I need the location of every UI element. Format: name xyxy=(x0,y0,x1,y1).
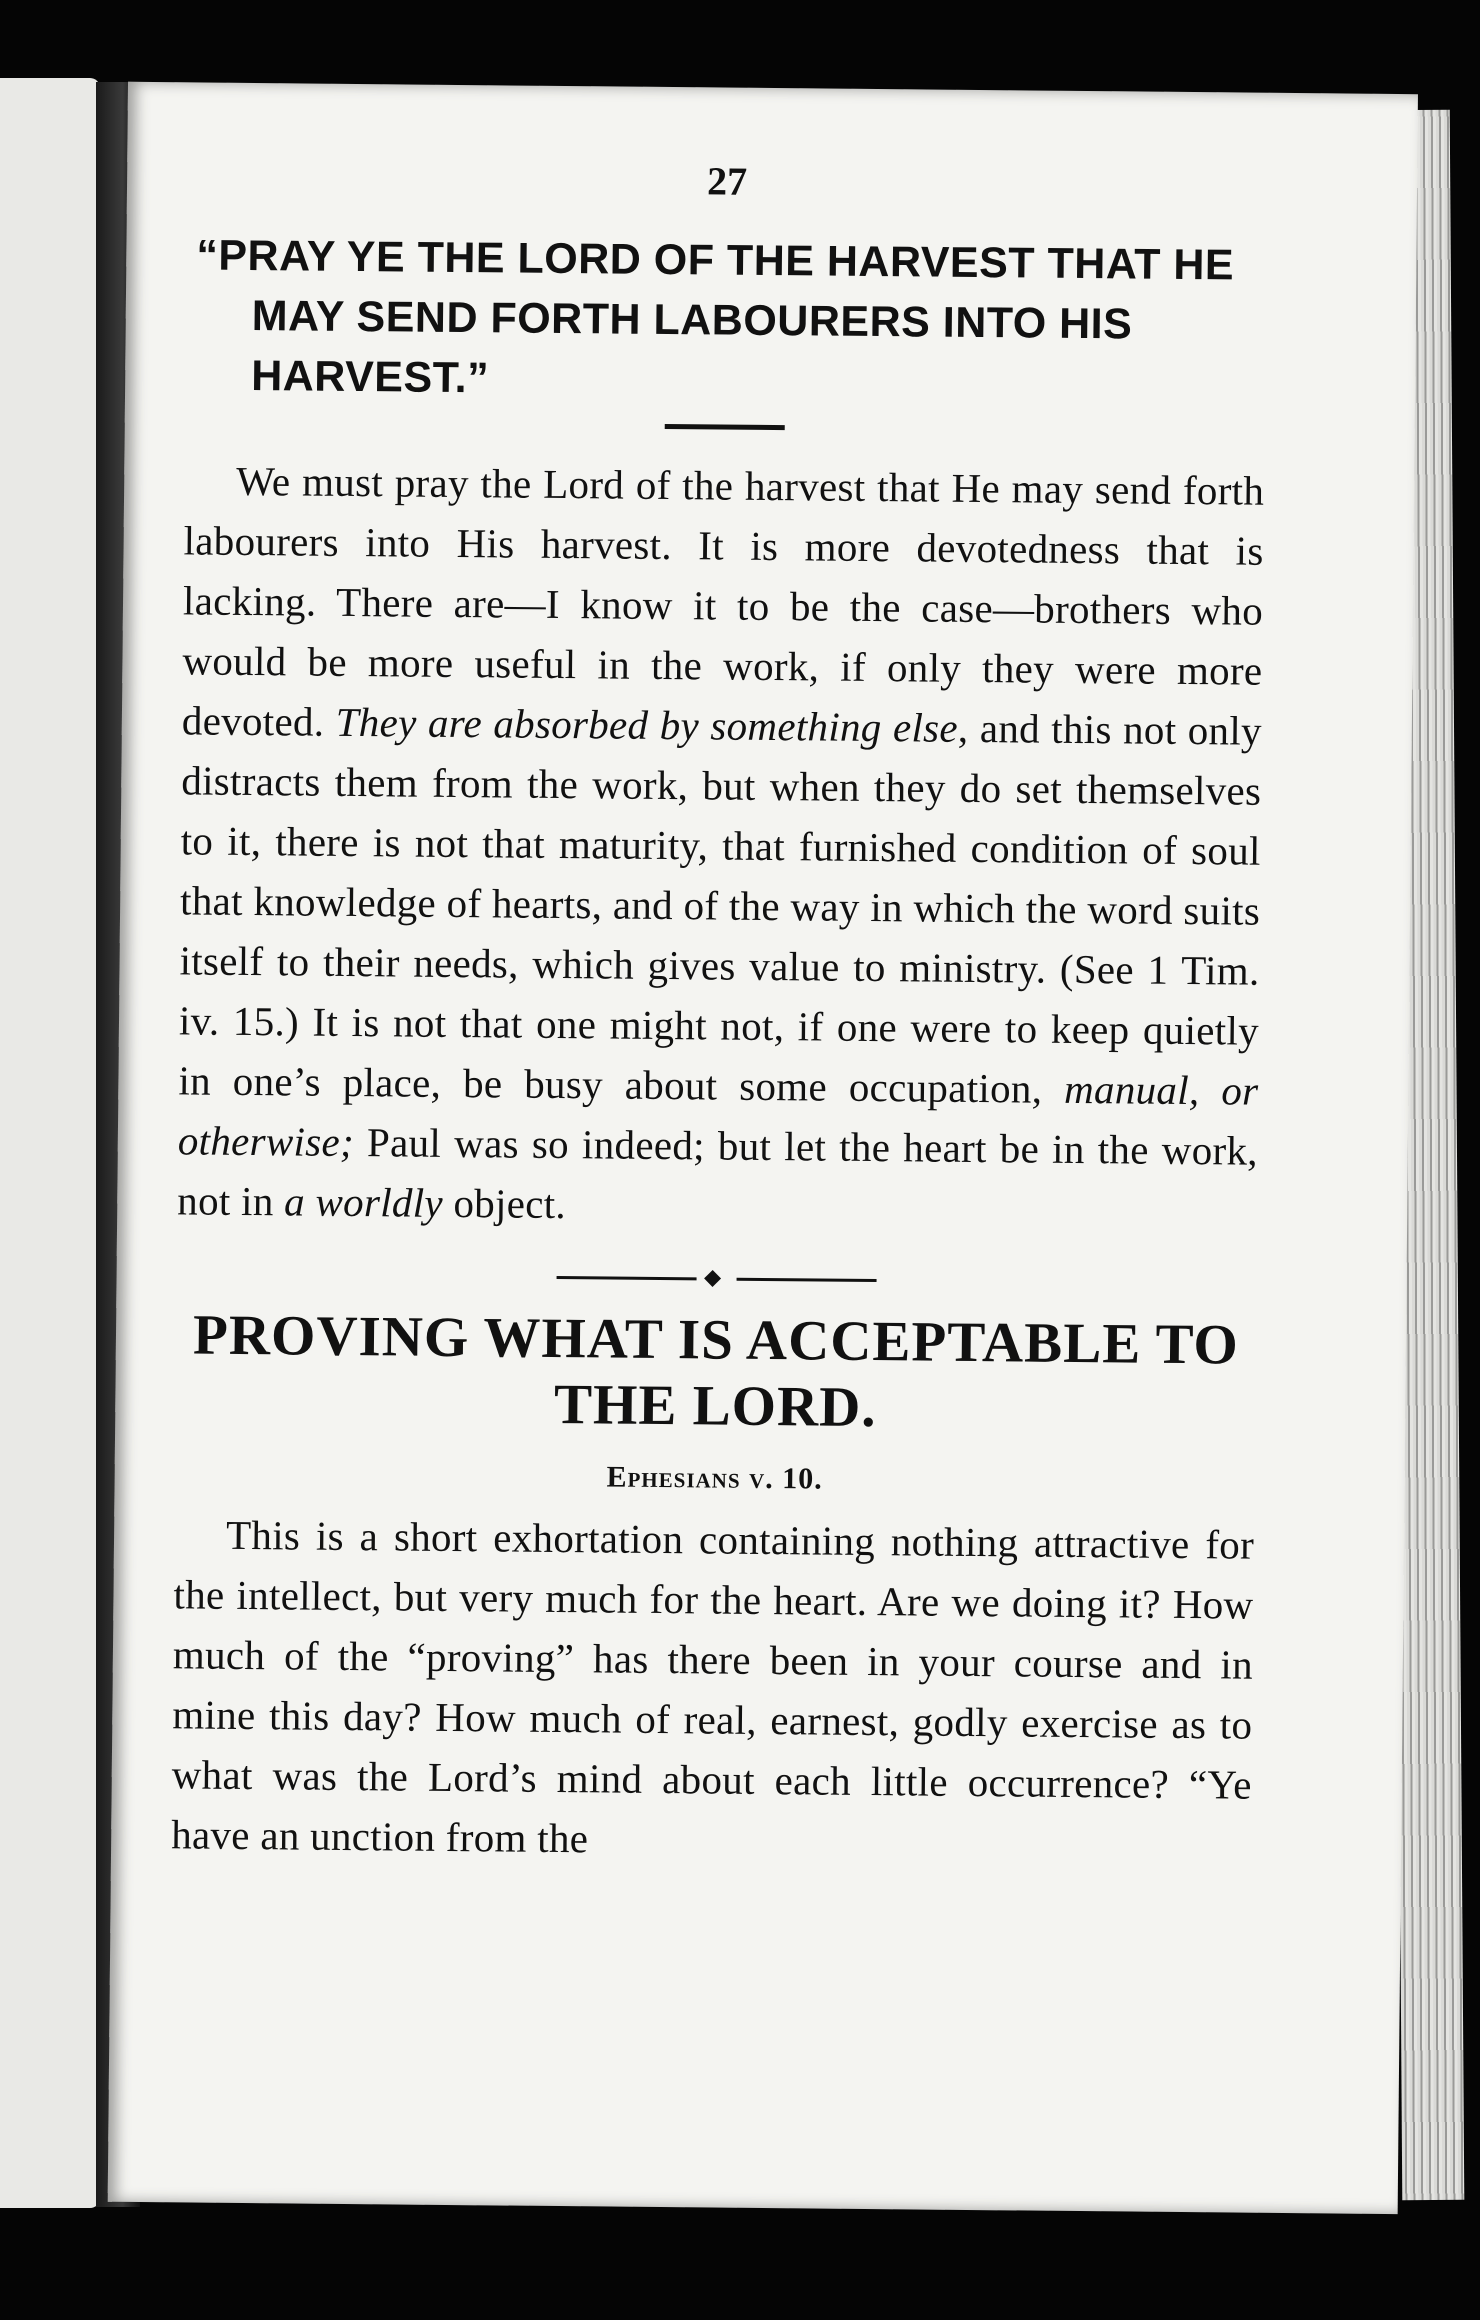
left-page-edge xyxy=(0,78,100,2208)
book-page xyxy=(108,82,1418,2214)
title-rule xyxy=(665,424,785,430)
text-run: object. xyxy=(442,1179,567,1228)
divider-line xyxy=(557,1276,697,1280)
italic-run: a worldly xyxy=(283,1178,444,1226)
section-title-harvest: “PRAY YE THE LORD OF THE HARVEST THAT HE MAY SEND FORTH LABOURERS INTO HIS HARVEST.” xyxy=(196,231,1235,403)
section-title-proving: PROVING WHAT IS ACCEPTABLE TO THE LORD. xyxy=(192,1303,1240,1440)
text-run: , and this not only distracts them from the work, but when they do set themselves to it, there is not that maturity, that furnished condition of soul that knowledge of hearts, and of the way in which the word suits itself to their needs, which gives value to ministry. (See 1 Tim. iv. 15.) It is not that one might not, if one were to keep quietly in one’s place, be busy about some occupation, xyxy=(178,704,1263,1112)
divider-line xyxy=(737,1278,877,1282)
paragraph-proving: This is a short exhortation containing nothing attractive for the intellect, but very much for the heart. Are we doing it? How much of the “proving” has there been in your course and in mine this day? How much of real, earnest, godly exercise as to what was the Lord’s mind about each little occurrence? “Ye have an unction from the xyxy=(170,1511,1255,1862)
text-run: We must pray the Lord of the harvest that He may send forth labourers into His harvest. It is more devotedness that is lacking. There are—I know it to be the case—brothers who would be more useful in the work, if only they were more devoted. xyxy=(181,457,1265,745)
scripture-reference-text: Ephesians v. 10. xyxy=(606,1460,823,1496)
paragraph-harvest xyxy=(177,450,1264,1240)
text-run: Paul was so indeed; but let the heart be in the work, not in xyxy=(177,1119,1259,1225)
page-content xyxy=(171,152,1267,1874)
scripture-reference xyxy=(175,1456,1255,1500)
italic-run: manual, or otherwise; xyxy=(177,1065,1259,1166)
page-number: 27 xyxy=(706,158,748,204)
section-divider-ornament xyxy=(557,1274,877,1283)
italic-run: They are absorbed by something else xyxy=(335,698,959,751)
divider-diamond-icon xyxy=(704,1270,721,1287)
